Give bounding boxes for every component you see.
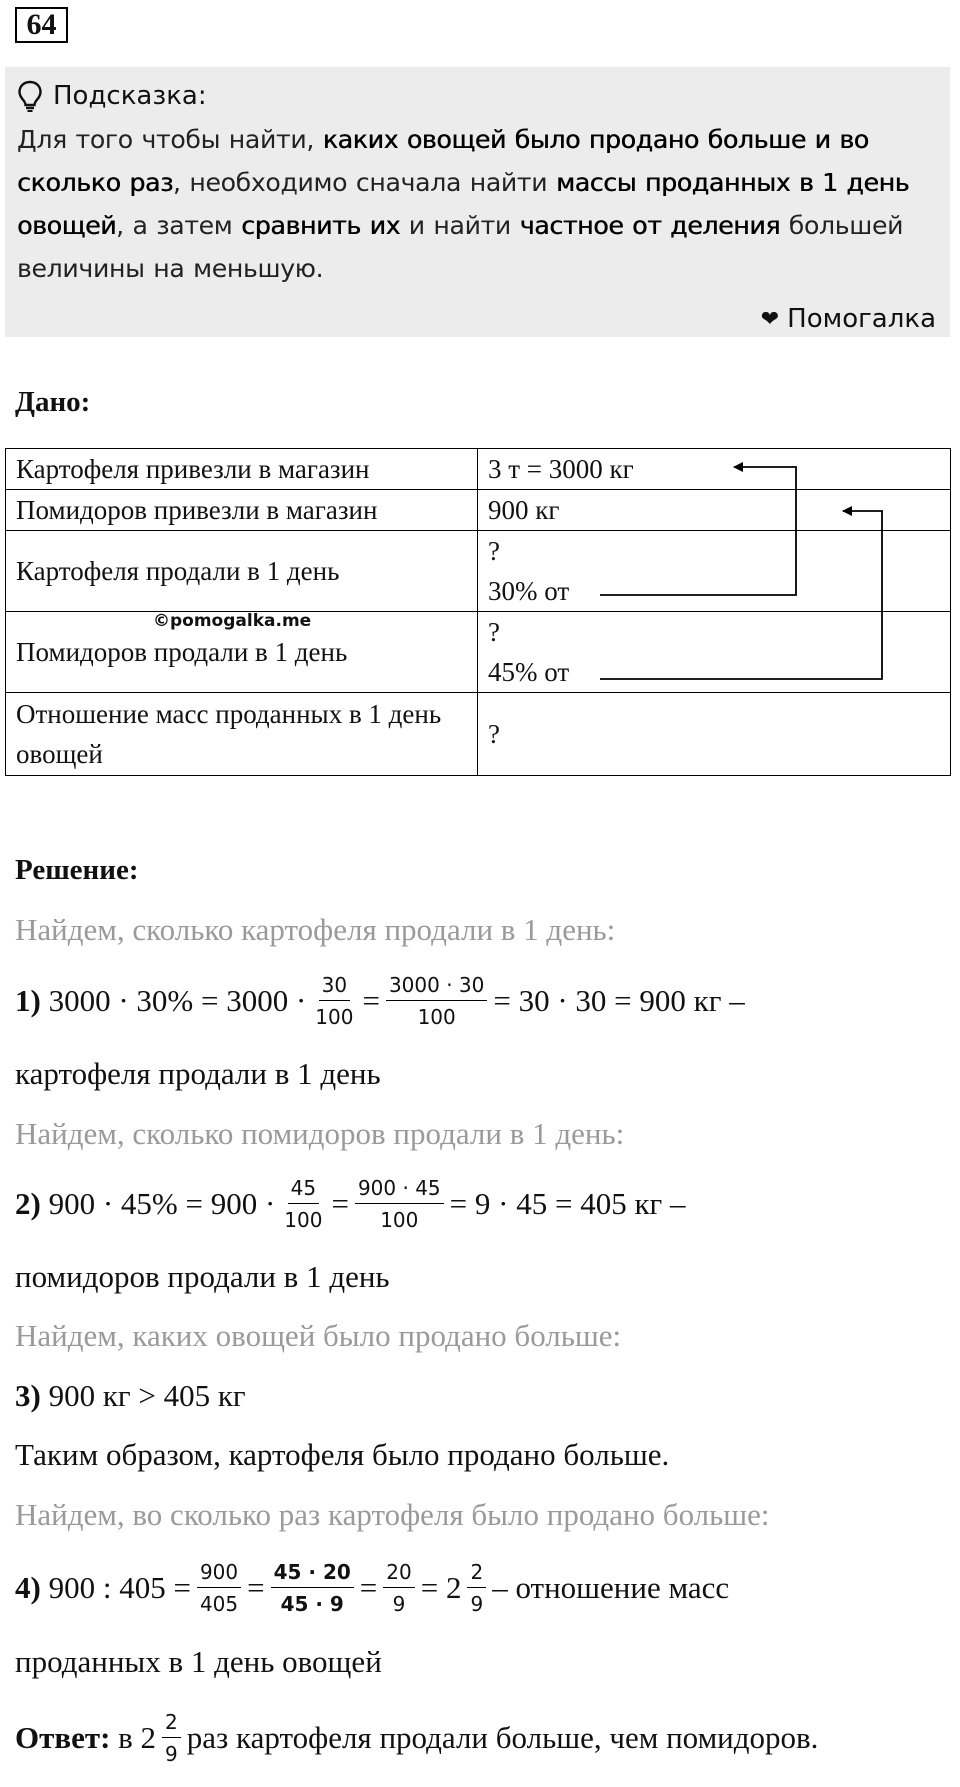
fraction-denominator: 405: [199, 1592, 239, 1616]
step3-comment: Найдем, каких овощей было продано больше:: [15, 1318, 622, 1353]
hint-title: Подсказка:: [53, 81, 207, 111]
fraction: [467, 1562, 486, 1614]
row-value-line: ?: [488, 536, 500, 566]
equation-part: 900 : 405 =: [48, 1570, 191, 1605]
step2-continuation: помидоров продали в 1 день: [15, 1259, 390, 1294]
equation-part: =: [247, 1570, 265, 1605]
fraction-denominator: 45 · 9: [280, 1592, 344, 1616]
step4-equation: [15, 1562, 729, 1614]
fraction: [383, 1562, 414, 1614]
solution-heading: Решение:: [15, 854, 139, 886]
hint-emphasis: массы проданных в 1 день овощей: [17, 168, 910, 240]
equation-part: – отношение масс: [492, 1570, 730, 1605]
fraction-numerator: 45 · 20: [271, 1562, 354, 1588]
hint-segment: Для того чтобы найти,: [17, 125, 323, 154]
row-value-line: 45% от: [488, 657, 570, 687]
hint-segment: большей величины на меньшую.: [17, 211, 904, 283]
step-number: 4): [15, 1570, 41, 1605]
hint-emphasis: каких овощей было продано больше и во сколько раз: [17, 125, 869, 197]
step4-continuation: проданных в 1 день овощей: [15, 1644, 382, 1679]
row-label: Картофеля привезли в магазин: [6, 449, 478, 490]
fraction: [386, 975, 487, 1027]
fraction-numerator: 2: [162, 1712, 181, 1738]
equation-part: =: [359, 1570, 378, 1605]
row-label: Помидоров продали в 1 день: [6, 612, 478, 693]
equation-part: = 2: [420, 1570, 462, 1605]
step2-comment: Найдем, сколько помидоров продали в 1 день:: [15, 1116, 625, 1151]
fraction-numerator: 3000 · 30: [386, 975, 487, 1001]
row-value-line: 30% от: [488, 576, 570, 606]
answer-label: Ответ:: [15, 1720, 111, 1755]
fraction-denominator: 100: [284, 1208, 323, 1232]
step2-equation: [15, 1178, 685, 1230]
fraction-numerator: 20: [383, 1562, 414, 1588]
step1-equation: [15, 975, 745, 1027]
step4-comment: Найдем, во сколько раз картофеля было продано больше:: [15, 1497, 770, 1532]
hint-segment: , а затем: [116, 211, 242, 240]
equation-part: = 30 · 30 = 900 кг –: [493, 983, 745, 1018]
row-value: ?: [478, 693, 951, 776]
answer-text: раз картофеля продали больше, чем помидоров.: [186, 1720, 819, 1755]
equation-part: 900 · 45% = 900 ·: [48, 1186, 276, 1221]
answer-text: в 2: [118, 1720, 157, 1755]
given-heading: Дано:: [15, 386, 91, 418]
fraction: [312, 975, 356, 1027]
step1-continuation: картофеля продали в 1 день: [15, 1056, 381, 1091]
hint-segment: и найти: [400, 211, 520, 240]
row-label: Помидоров привезли в магазин: [6, 490, 478, 531]
hint-emphasis: частное от деления: [519, 211, 781, 240]
row-value-line: ?: [488, 617, 500, 647]
fraction-denominator: 9: [392, 1592, 406, 1616]
equation-part: =: [362, 983, 380, 1018]
row-label: Отношение масс проданных в 1 день овощей: [6, 693, 478, 776]
fraction: [355, 1178, 444, 1230]
step-number: 2): [15, 1186, 41, 1221]
fraction-denominator: 9: [470, 1592, 484, 1616]
row-value: 900 кг: [478, 490, 951, 531]
step3-equation: [15, 1378, 246, 1414]
fraction-numerator: 45: [288, 1178, 319, 1204]
fraction-denominator: 100: [380, 1208, 419, 1232]
fraction-denominator: 100: [417, 1005, 456, 1029]
row-label: Картофеля продали в 1 день: [6, 531, 478, 612]
equation-part: 900 кг > 405 кг: [48, 1378, 246, 1413]
heart-icon: ❤: [760, 306, 780, 332]
answer-line: [15, 1712, 818, 1764]
fraction: [197, 1562, 241, 1614]
fraction-numerator: 900 · 45: [355, 1178, 444, 1204]
equation-part: 3000 · 30% = 3000 ·: [48, 983, 307, 1018]
hint-segment: , необходимо сначала найти: [173, 168, 556, 197]
hint-emphasis: сравнить их: [241, 211, 401, 240]
fraction-numerator: 2: [467, 1562, 486, 1588]
fraction-denominator: 100: [315, 1005, 354, 1029]
step-number: 1): [15, 983, 41, 1018]
fraction: [271, 1562, 354, 1614]
fraction-numerator: 900: [197, 1562, 241, 1588]
fraction-numerator: 30: [319, 975, 350, 1001]
arrow-30-percent: [600, 467, 796, 595]
fraction-denominator: 9: [165, 1742, 178, 1766]
fraction: [281, 1178, 325, 1230]
step1-comment: Найдем, сколько картофеля продали в 1 день:: [15, 912, 616, 947]
conclusion: Таким образом, картофеля было продано больше.: [15, 1437, 670, 1472]
step-number: 3): [15, 1378, 41, 1413]
equation-part: = 9 · 45 = 405 кг –: [449, 1186, 686, 1221]
equation-part: =: [331, 1186, 349, 1221]
hint-credit-label: Помогалка: [787, 304, 936, 334]
fraction: [162, 1712, 181, 1764]
watermark: ©pomogalka.me: [153, 611, 312, 631]
row-value: 3 т = 3000 кг: [478, 449, 951, 490]
task-number: 64: [15, 7, 68, 43]
